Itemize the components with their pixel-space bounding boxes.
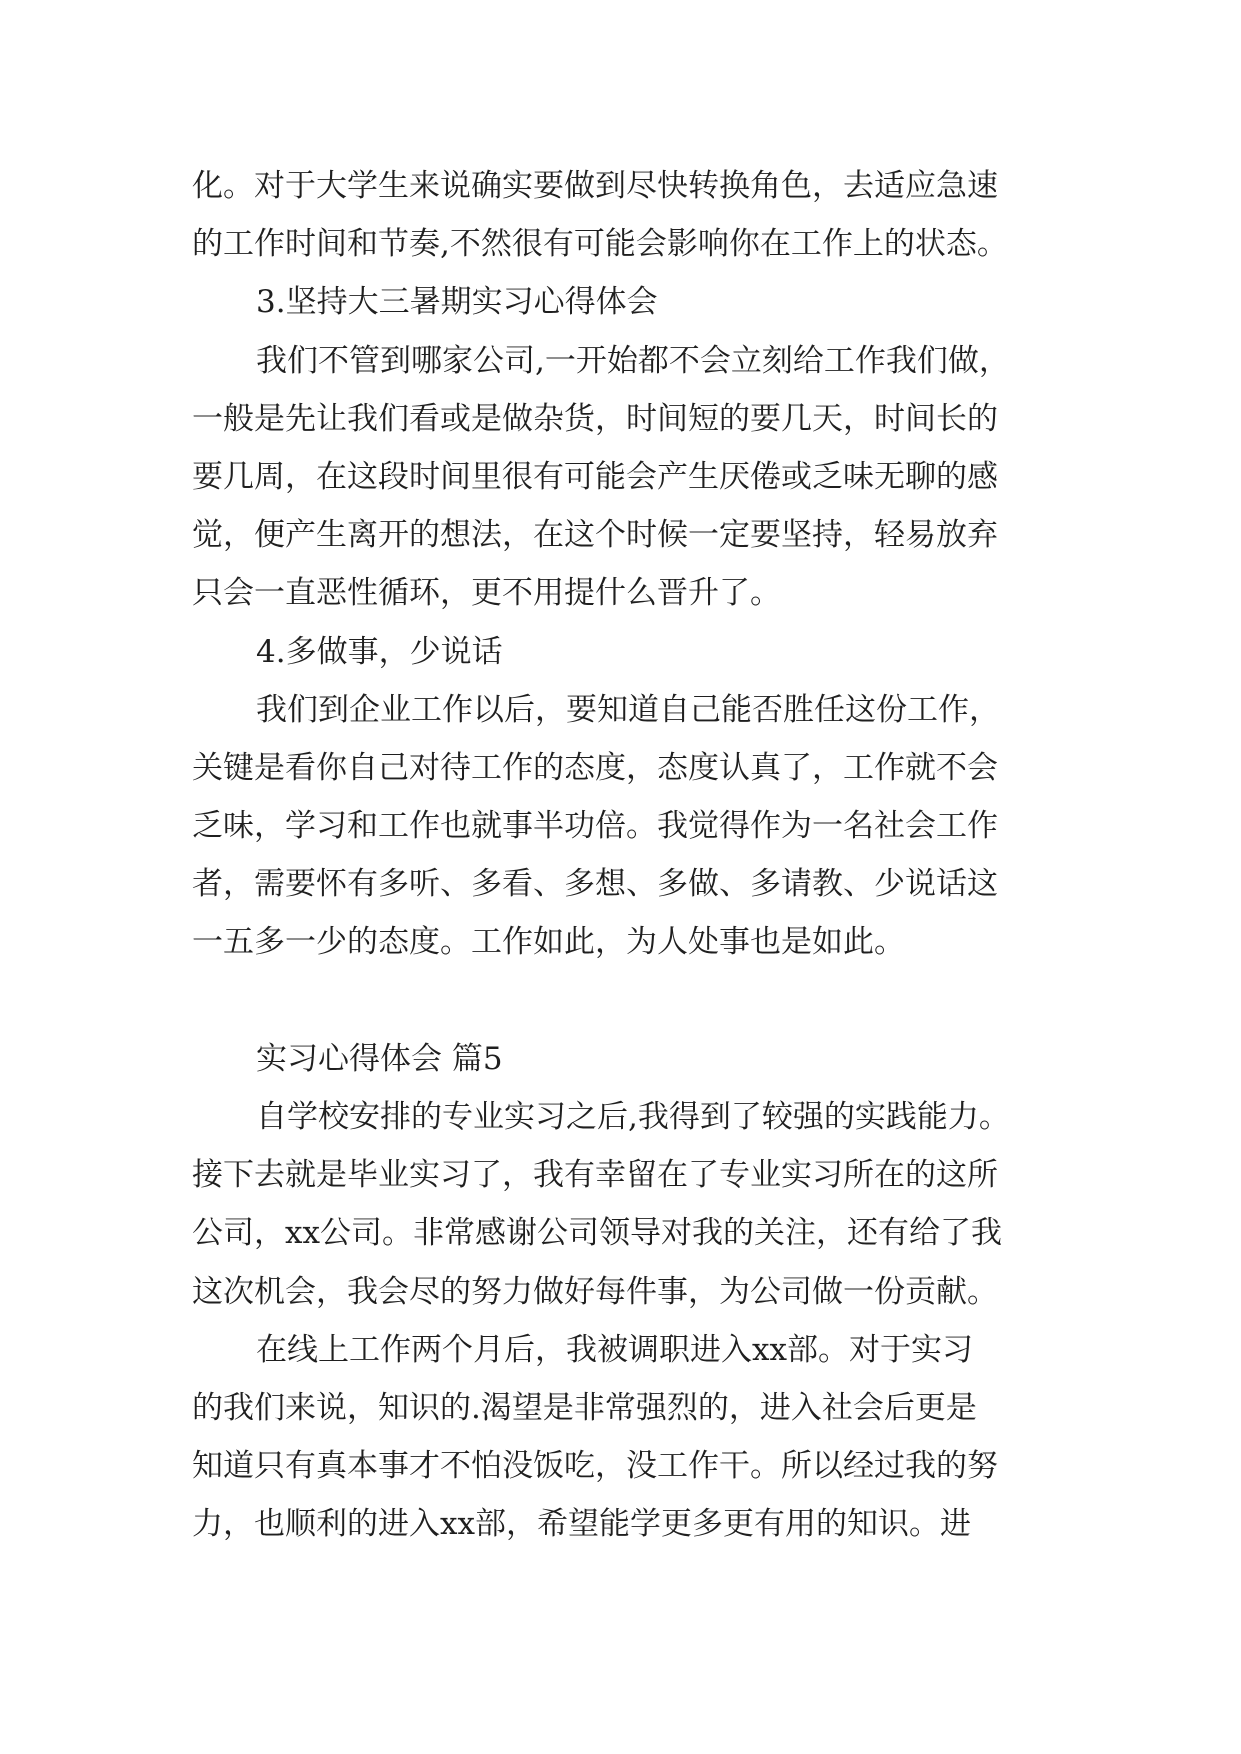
paragraph-line: 要几周，在这段时间里很有可能会产生厌倦或乏味无聊的感 (192, 458, 998, 495)
paragraph-line: 我们到企业工作以后，要知道自己能否胜任这份工作， (256, 691, 1000, 728)
paragraph-line: 自学校安排的专业实习之后,我得到了较强的实践能力。 (256, 1099, 1010, 1135)
paragraph-line: 关键是看你自己对待工作的态度，态度认真了，工作就不会 (192, 749, 998, 786)
paragraph-line: 一五多一少的态度。工作如此，为人处事也是如此。 (192, 924, 905, 961)
paragraph-line: 的工作时间和节奏,不然很有可能会影响你在工作上的状态。 (192, 226, 1008, 263)
section-heading: 3.坚持大三暑期实习心得体会 (256, 284, 658, 321)
paragraph-line: 化。对于大学生来说确实要做到尽快转换角色，去适应急速 (192, 168, 998, 204)
paragraph-line: 力，也顺利的进入xx部，希望能学更多更有用的知识。进 (192, 1506, 971, 1543)
paragraph-line: 者，需要怀有多听、多看、多想、多做、多请教、少说话这 (192, 866, 998, 903)
article-title: 实习心得体会 篇5 (256, 1040, 503, 1077)
paragraph-line: 公司，xx公司。非常感谢公司领导对我的关注，还有给了我 (192, 1215, 1002, 1252)
paragraph-line: 只会一直恶性循环，更不用提什么晋升了。 (192, 575, 781, 612)
paragraph-line: 在线上工作两个月后，我被调职进入xx部。对于实习 (256, 1331, 973, 1368)
paragraph-line: 乏味，学习和工作也就事半功倍。我觉得作为一名社会工作 (192, 808, 998, 845)
paragraph-line: 觉，便产生离开的想法，在这个时候一定要坚持，轻易放弃 (192, 517, 998, 554)
paragraph-line: 我们不管到哪家公司,一开始都不会立刻给工作我们做， (256, 342, 1010, 379)
paragraph-line: 这次机会，我会尽的努力做好每件事，为公司做一份贡献。 (192, 1273, 998, 1310)
document-body (192, 157, 1072, 1554)
paragraph-line: 一般是先让我们看或是做杂货，时间短的要几天，时间长的 (192, 400, 998, 437)
paragraph-gap (192, 972, 1072, 1030)
paragraph-line: 接下去就是毕业实习了，我有幸留在了专业实习所在的这所 (192, 1157, 998, 1194)
paragraph-line: 的我们来说，知识的.渴望是非常强烈的，进入社会后更是 (192, 1389, 977, 1426)
section-heading: 4.多做事，少说话 (256, 633, 503, 670)
paragraph-line: 知道只有真本事才不怕没饭吃，没工作干。所以经过我的努 (192, 1448, 998, 1485)
